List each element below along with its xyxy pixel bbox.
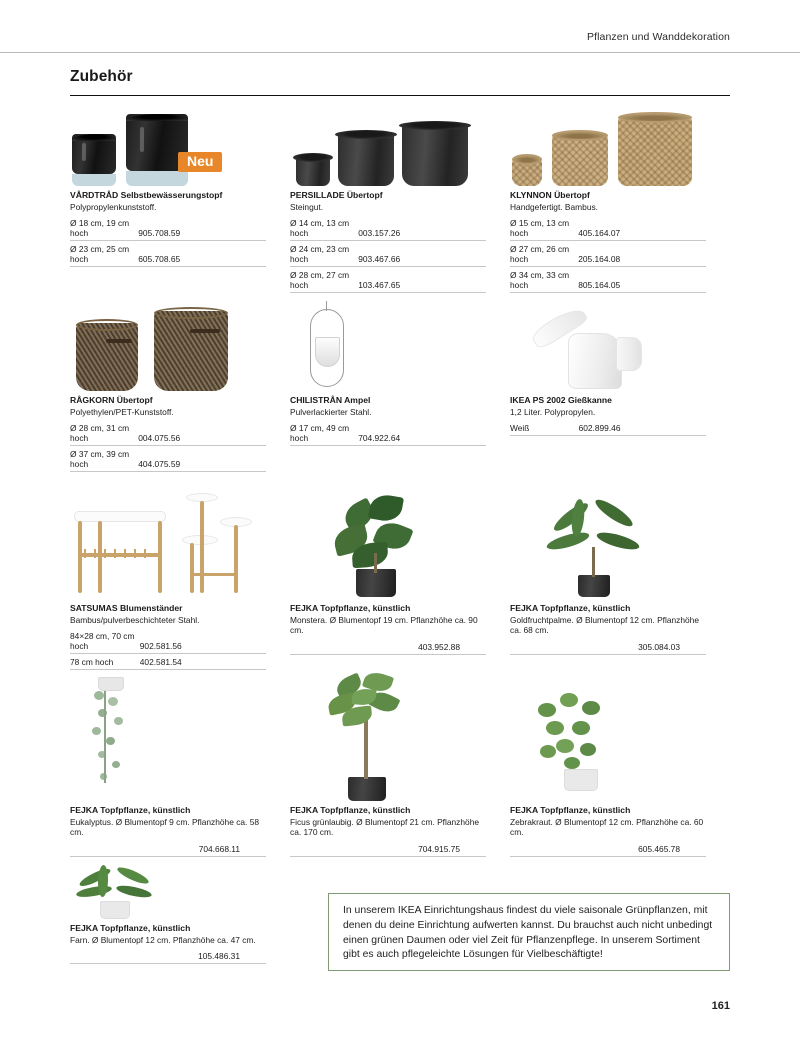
product-name: IKEA PS 2002 Gießkanne bbox=[510, 395, 612, 405]
product-image-fejka-zebrakraut bbox=[510, 673, 706, 801]
table-row bbox=[70, 446, 266, 472]
spec-article: 605.708.65 bbox=[138, 241, 266, 267]
product-name: CHILISTRÅN Ampel bbox=[290, 395, 371, 405]
table-row bbox=[70, 241, 266, 267]
spec-table bbox=[70, 841, 266, 857]
table-row bbox=[510, 420, 706, 436]
spec-table bbox=[510, 639, 706, 655]
table-row bbox=[510, 639, 706, 655]
spec-dimension: 84×28 cm, 70 cm hoch bbox=[70, 628, 140, 654]
table-row bbox=[290, 267, 486, 293]
table-row bbox=[70, 841, 266, 857]
product-name: RÅGKORN Übertopf bbox=[70, 395, 153, 405]
product-card-fejka-farn bbox=[70, 861, 290, 971]
product-image-fejka-ficus bbox=[290, 673, 486, 801]
spec-dimension: Ø 34 cm, 33 cm hoch bbox=[510, 267, 578, 293]
spec-dimension: Ø 18 cm, 19 cm hoch bbox=[70, 215, 138, 241]
product-image-watering-can bbox=[510, 301, 706, 391]
spec-article: 405.164.07 bbox=[578, 215, 706, 241]
spec-article: 605.465.78 bbox=[510, 841, 706, 857]
table-row bbox=[510, 267, 706, 293]
product-name: FEJKA Topfpflanze, künstlich bbox=[290, 805, 411, 815]
page-title: Zubehör bbox=[70, 68, 133, 85]
spec-article: 903.467.66 bbox=[358, 241, 486, 267]
spec-table bbox=[510, 420, 706, 436]
spec-dimension: 78 cm hoch bbox=[70, 654, 140, 670]
table-row bbox=[290, 420, 486, 446]
product-name: KLYNNON Übertopf bbox=[510, 190, 590, 200]
table-row bbox=[70, 420, 266, 446]
spec-table bbox=[290, 420, 486, 446]
spec-article: 402.581.54 bbox=[140, 654, 266, 670]
spec-table bbox=[510, 215, 706, 293]
product-card-persillade bbox=[290, 108, 510, 290]
table-row bbox=[290, 639, 486, 655]
spec-article: 103.467.65 bbox=[358, 267, 486, 293]
product-material: Ficus grünlaubig. Ø Blumentopf 21 cm. Pflanzhöhe ca. 170 cm. bbox=[290, 816, 480, 838]
spec-table bbox=[70, 628, 266, 670]
table-row bbox=[290, 841, 486, 857]
spec-dimension: Weiß bbox=[510, 420, 579, 436]
info-callout bbox=[328, 893, 730, 971]
running-head: Pflanzen und Wanddekoration bbox=[587, 31, 730, 43]
product-name: VÅRDTRÅD Selbstbewässerungstopf bbox=[70, 190, 223, 200]
table-row bbox=[290, 241, 486, 267]
product-card-fejka-monstera bbox=[290, 491, 510, 657]
header-divider bbox=[0, 52, 800, 53]
table-row bbox=[290, 215, 486, 241]
spec-dimension: Ø 24 cm, 23 cm hoch bbox=[290, 241, 358, 267]
product-material: Bambus/pulverbeschichteter Stahl. bbox=[70, 614, 200, 625]
spec-dimension: Ø 23 cm, 25 cm hoch bbox=[70, 241, 138, 267]
product-card-ikea-ps-2002 bbox=[510, 301, 730, 473]
spec-dimension: Ø 17 cm, 49 cm hoch bbox=[290, 420, 358, 446]
product-row bbox=[70, 491, 730, 667]
product-row bbox=[70, 301, 730, 473]
product-material: Polypropylenkunststoff. bbox=[70, 201, 157, 212]
product-image-fejka-monstera bbox=[290, 491, 486, 599]
product-material: Handgefertigt. Bambus. bbox=[510, 201, 598, 212]
spec-article: 905.708.59 bbox=[138, 215, 266, 241]
product-card-fejka-eukalyptus bbox=[70, 673, 290, 854]
product-card-fejka-ficus bbox=[290, 673, 510, 854]
product-row bbox=[70, 108, 730, 290]
spec-article: 704.668.11 bbox=[70, 841, 266, 857]
product-material: Steingut. bbox=[290, 201, 324, 212]
product-material: Eukalyptus. Ø Blumentopf 9 cm. Pflanzhöhe ca. 58 cm. bbox=[70, 816, 260, 838]
product-image-fejka-farn bbox=[70, 861, 266, 919]
spec-article: 704.922.64 bbox=[358, 420, 486, 446]
product-image-ragkorn bbox=[70, 301, 266, 391]
spec-article: 305.084.03 bbox=[510, 639, 706, 655]
table-row bbox=[70, 628, 266, 654]
product-image-satsumas bbox=[70, 491, 266, 599]
spec-dimension: Ø 27 cm, 26 cm hoch bbox=[510, 241, 578, 267]
spec-article: 902.581.56 bbox=[140, 628, 266, 654]
table-row bbox=[70, 215, 266, 241]
product-card-fejka-palme bbox=[510, 491, 730, 657]
product-card-vardtrad bbox=[70, 108, 290, 283]
product-material: Farn. Ø Blumentopf 12 cm. Pflanzhöhe ca. 47 cm. bbox=[70, 934, 256, 945]
spec-table bbox=[290, 639, 486, 655]
product-card-ragkorn bbox=[70, 301, 290, 473]
product-image-klynnon bbox=[510, 108, 706, 186]
table-row bbox=[510, 841, 706, 857]
spec-article: 105.486.31 bbox=[70, 948, 266, 964]
spec-article: 205.164.08 bbox=[578, 241, 706, 267]
table-row bbox=[510, 241, 706, 267]
spec-dimension: Ø 28 cm, 27 cm hoch bbox=[290, 267, 358, 293]
product-card-satsumas bbox=[70, 491, 290, 667]
spec-article: 004.075.56 bbox=[138, 420, 266, 446]
product-image-persillade bbox=[290, 108, 486, 186]
spec-dimension: Ø 37 cm, 39 cm hoch bbox=[70, 446, 138, 472]
table-row bbox=[70, 654, 266, 670]
callout-text: In unserem IKEA Einrichtungshaus findest du viele saisonale Grünpflanzen, mit denen du deine Einrichtung aufwerten kannst. Du brauchst auch nicht unbedingt einen grünen Daumen oder viel Zeit für Pflanzenpflege. In unserem Sortiment gibt es auch pflegeleichte Lösungen für Vielbeschäftigte! bbox=[343, 905, 713, 961]
new-badge: Neu bbox=[178, 152, 222, 172]
spec-table bbox=[290, 841, 486, 857]
product-row bbox=[70, 673, 730, 854]
product-name: FEJKA Topfpflanze, künstlich bbox=[70, 923, 191, 933]
spec-article: 805.164.05 bbox=[578, 267, 706, 293]
spec-dimension: Ø 15 cm, 13 cm hoch bbox=[510, 215, 578, 241]
product-card-fejka-zebrakraut bbox=[510, 673, 730, 854]
product-grid bbox=[70, 108, 730, 971]
spec-article: 403.952.88 bbox=[290, 639, 486, 655]
product-image-chilistran bbox=[290, 301, 486, 391]
title-divider bbox=[70, 95, 730, 96]
product-material: 1,2 Liter. Polypropylen. bbox=[510, 406, 596, 417]
product-name: FEJKA Topfpflanze, künstlich bbox=[70, 805, 191, 815]
product-name: FEJKA Topfpflanze, künstlich bbox=[510, 603, 631, 613]
spec-article: 404.075.59 bbox=[138, 446, 266, 472]
spec-article: 003.157.26 bbox=[358, 215, 486, 241]
product-card-chilistran bbox=[290, 301, 510, 473]
product-image-fejka-palme bbox=[510, 491, 706, 599]
table-row bbox=[510, 215, 706, 241]
product-material: Pulverlackierter Stahl. bbox=[290, 406, 372, 417]
product-name: FEJKA Topfpflanze, künstlich bbox=[510, 805, 631, 815]
spec-dimension: Ø 14 cm, 13 cm hoch bbox=[290, 215, 358, 241]
spec-article: 602.899.46 bbox=[579, 420, 706, 436]
spec-table bbox=[510, 841, 706, 857]
product-material: Monstera. Ø Blumentopf 19 cm. Pflanzhöhe ca. 90 cm. bbox=[290, 614, 478, 636]
product-image-fejka-eukalyptus bbox=[70, 673, 266, 801]
product-card-klynnon bbox=[510, 108, 730, 290]
spec-dimension: Ø 28 cm, 31 cm hoch bbox=[70, 420, 138, 446]
product-material: Goldfruchtpalme. Ø Blumentopf 12 cm. Pflanzhöhe ca. 68 cm. bbox=[510, 614, 700, 636]
product-name: PERSILLADE Übertopf bbox=[290, 190, 383, 200]
spec-table bbox=[290, 215, 486, 293]
table-row bbox=[70, 948, 266, 964]
product-material: Zebrakraut. Ø Blumentopf 12 cm. Pflanzhöhe ca. 60 cm. bbox=[510, 816, 704, 838]
product-name: SATSUMAS Blumenständer bbox=[70, 603, 183, 613]
page-number: 161 bbox=[711, 1000, 730, 1012]
spec-article: 704.915.75 bbox=[290, 841, 486, 857]
product-image-vardtrad bbox=[70, 108, 266, 186]
spec-table bbox=[70, 948, 266, 964]
product-name: FEJKA Topfpflanze, künstlich bbox=[290, 603, 411, 613]
product-material: Polyethylen/PET-Kunststoff. bbox=[70, 406, 174, 417]
spec-table bbox=[70, 420, 266, 472]
spec-table bbox=[70, 215, 266, 267]
